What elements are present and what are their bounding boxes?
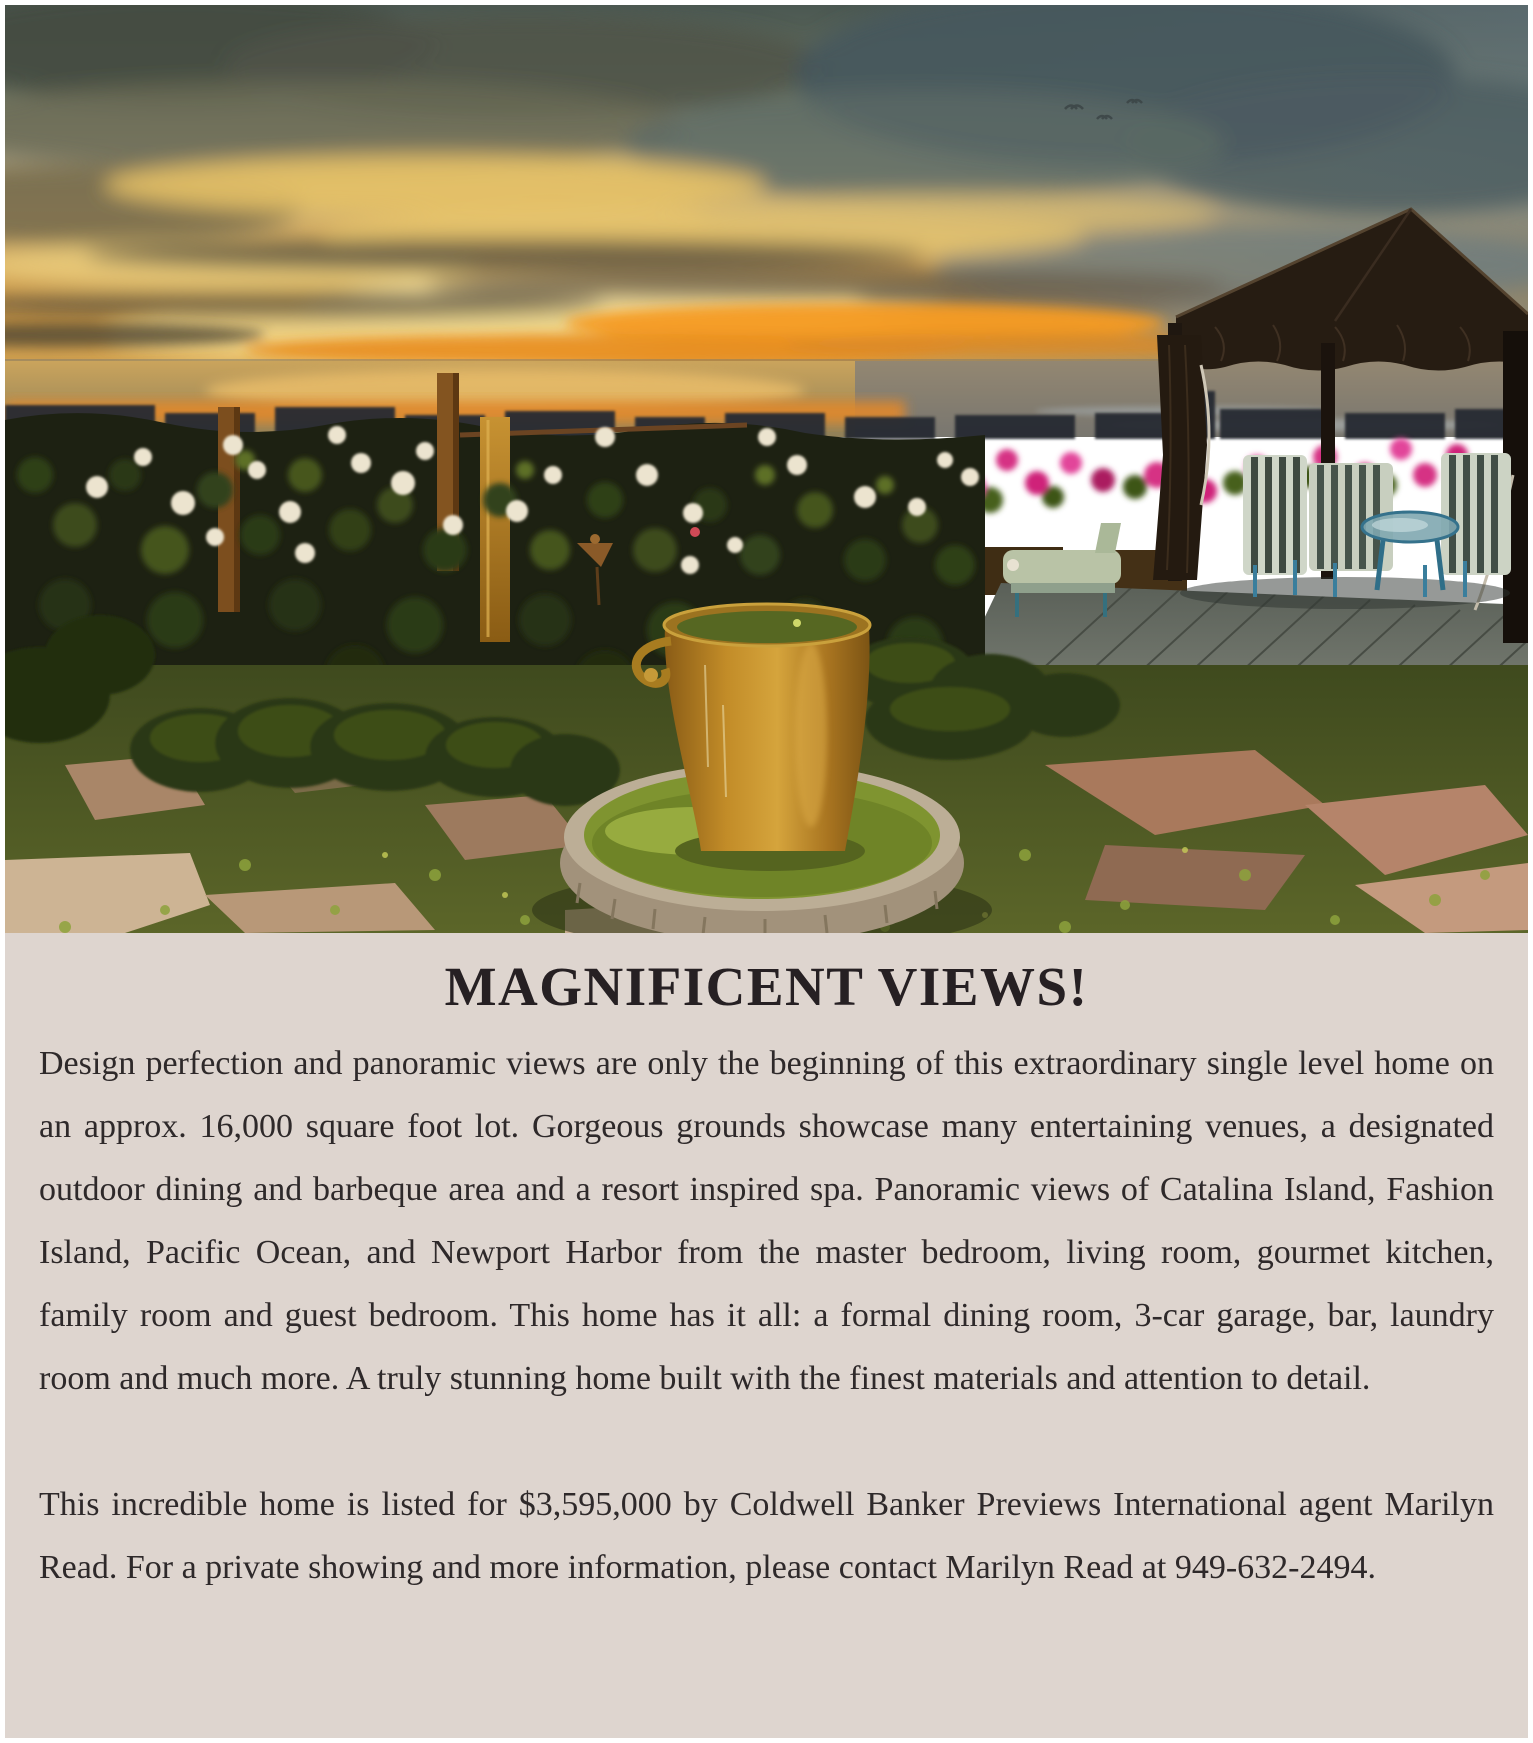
striped-chair: [1441, 453, 1511, 575]
description-paragraph: Design perfection and panoramic views are only the beginning of this extraordinary single level home on an approx. 16,000 square foot lot. Gorgeous grounds showcase many entertaining venues, a designated outdoor dining and barbeque area and a resort inspired spa. Panoramic views of Catalina Island, Fashion Island, Pacific Ocean, and Newport Harbor from the master bedroom, living room, gourmet kitchen, family room and guest bedroom. This home has it all: a formal dining room, 3-car garage, bar, laundry room and much more. A truly stunning home built with the finest materials and attention to detail.: [39, 1045, 1494, 1397]
striped-chair: [1243, 455, 1307, 575]
headline: MAGNIFICENT VIEWS!: [444, 956, 1089, 1017]
listing-details-panel: [5, 933, 1528, 1738]
contact-paragraph: This incredible home is listed for $3,595,000 by Coldwell Banker Previews International agent Marilyn Read. For a private showing and more information, please contact Marilyn Read at 949-632-2494.: [39, 1486, 1494, 1586]
property-photo: [5, 5, 1528, 933]
